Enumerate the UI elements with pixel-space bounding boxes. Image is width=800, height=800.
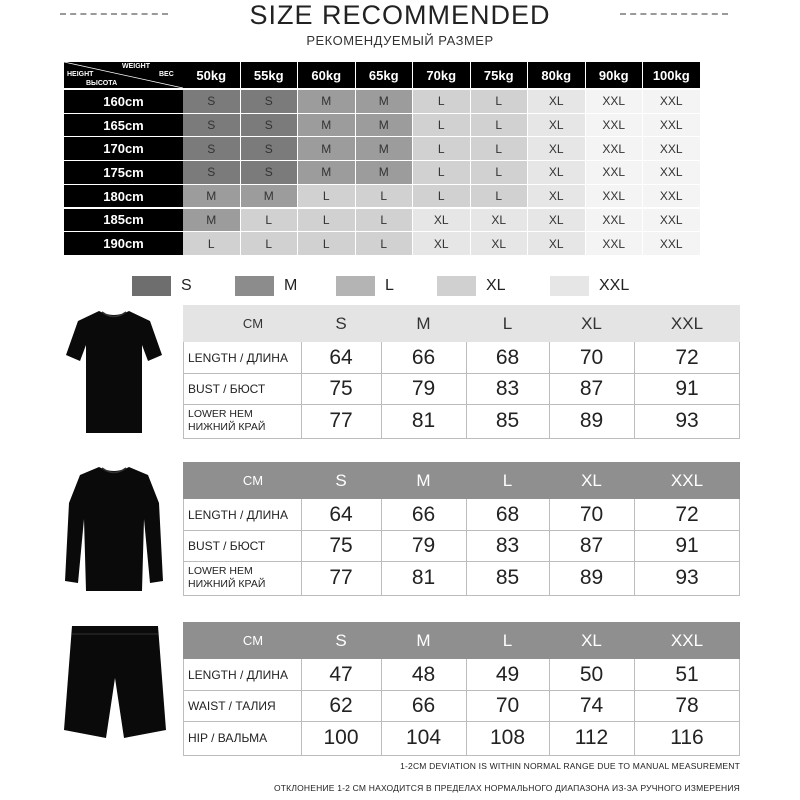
- size-cell: L: [471, 161, 528, 184]
- row-divider: [183, 438, 740, 439]
- size-cell: XXL: [586, 232, 643, 255]
- size-cell: XXL: [586, 185, 643, 208]
- size-column-header: XXL: [670, 630, 704, 650]
- measure-value: 75: [329, 533, 353, 557]
- measure-value: 116: [670, 726, 704, 749]
- measure-value: 93: [675, 566, 699, 589]
- unit-header: CM: [242, 473, 264, 488]
- size-cell: XXL: [643, 185, 700, 208]
- size-cell: XL: [413, 209, 470, 232]
- short-sleeve-shirt-icon: [64, 305, 164, 435]
- legend-swatch: [336, 276, 375, 296]
- page-title: SIZE RECOMMENDED: [249, 0, 551, 30]
- long-sleeve-shirt-icon: [64, 463, 164, 593]
- corner-weight-label: WEIGHT: [122, 63, 150, 70]
- size-column-header: S: [335, 630, 347, 650]
- measure-label: BUST / БЮСТ: [188, 381, 266, 396]
- legend-swatch: [437, 276, 476, 296]
- measure-value: 72: [675, 502, 699, 526]
- size-cell: XXL: [643, 209, 700, 232]
- measure-value: 66: [411, 502, 436, 526]
- legend-label: XXL: [599, 277, 630, 294]
- measure-label: BUST / БЮСТ: [188, 538, 266, 553]
- measure-value: 68: [495, 502, 520, 526]
- size-cell: M: [183, 185, 240, 208]
- table-right-border: [739, 499, 740, 595]
- legend-label: XL: [486, 277, 506, 294]
- measure-value: 50: [579, 662, 604, 686]
- corner-height-label: HEIGHT: [67, 71, 94, 78]
- weight-header: 70kg: [413, 62, 470, 88]
- size-cell: XL: [528, 161, 585, 184]
- table-left-border: [183, 659, 184, 755]
- column-divider: [381, 659, 382, 755]
- size-cell: XXL: [643, 90, 700, 113]
- measure-label: [188, 561, 300, 595]
- size-column-header: M: [416, 470, 431, 490]
- height-header: 190cm: [64, 232, 183, 255]
- measure-label-line1: LOWER HEM: [188, 408, 253, 420]
- weight-header: 75kg: [471, 62, 528, 88]
- measure-value: 66: [411, 345, 436, 369]
- measure-value: 75: [329, 376, 353, 400]
- weight-header: 90kg: [586, 62, 643, 88]
- size-cell: XL: [528, 185, 585, 208]
- table-right-border: [739, 659, 740, 755]
- measure-value: 70: [579, 502, 604, 526]
- size-cell: M: [356, 90, 413, 113]
- legend-swatch: [132, 276, 171, 296]
- size-cell: XXL: [643, 232, 700, 255]
- column-divider: [301, 659, 302, 755]
- measure-value: 66: [411, 693, 436, 717]
- size-column-header: XL: [581, 313, 602, 333]
- column-divider: [634, 342, 635, 438]
- size-column-header: M: [416, 630, 431, 650]
- measure-value: 91: [675, 533, 699, 557]
- column-divider: [301, 342, 302, 438]
- measure-value: 89: [579, 409, 604, 432]
- size-cell: L: [356, 209, 413, 232]
- page-subtitle: РЕКОМЕНДУЕМЫЙ РАЗМЕР: [306, 33, 494, 48]
- legend-label: L: [385, 277, 394, 294]
- measure-value: 78: [675, 693, 699, 717]
- table-left-border: [183, 499, 184, 595]
- size-column-header: XL: [581, 630, 602, 650]
- footer-note-ru: ОТКЛОНЕНИЕ 1-2 СМ НАХОДИТСЯ В ПРЕДЕЛАХ НОРМАЛЬНОГО ДИАПАЗОНА ИЗ-ЗА РУЧНОГО ИЗМЕРЕНИЯ: [273, 783, 740, 793]
- column-divider: [381, 342, 382, 438]
- measure-value: 85: [495, 566, 520, 589]
- measure-label-line1: LOWER HEM: [188, 565, 253, 577]
- measure-value: 108: [489, 726, 526, 749]
- size-cell: L: [413, 185, 470, 208]
- measure-label-line2: НИЖНИЙ КРАЙ: [188, 578, 266, 590]
- measure-value: 87: [579, 533, 604, 557]
- legend-swatch: [235, 276, 274, 296]
- table-left-border: [183, 342, 184, 438]
- height-header: 175cm: [64, 161, 183, 184]
- size-cell: XXL: [586, 137, 643, 160]
- height-header: 180cm: [64, 185, 183, 208]
- measurement-table: [183, 462, 740, 596]
- corner-height-ru-label: ВЫСОТА: [86, 80, 118, 87]
- size-column-header: L: [502, 313, 513, 333]
- size-cell: L: [413, 137, 470, 160]
- row-divider: [183, 595, 740, 596]
- measure-value: 49: [495, 662, 520, 686]
- size-cell: L: [298, 185, 355, 208]
- measure-value: 79: [411, 533, 436, 557]
- table-header-row: [183, 305, 740, 342]
- size-cell: S: [241, 137, 298, 160]
- measure-value: 112: [574, 726, 609, 749]
- unit-header: CM: [242, 316, 264, 331]
- size-cell: XXL: [586, 209, 643, 232]
- size-cell: L: [413, 90, 470, 113]
- measure-value: 77: [329, 566, 353, 589]
- size-cell: M: [298, 90, 355, 113]
- measure-value: 81: [411, 566, 436, 589]
- size-cell: XL: [528, 137, 585, 160]
- measure-value: 83: [495, 376, 520, 400]
- weight-header: 80kg: [528, 62, 585, 88]
- size-cell: XXL: [586, 161, 643, 184]
- size-cell: M: [298, 161, 355, 184]
- measure-value: 47: [329, 662, 353, 686]
- size-cell: L: [183, 232, 240, 255]
- size-cell: L: [413, 114, 470, 137]
- size-cell: L: [298, 232, 355, 255]
- size-cell: XL: [471, 232, 528, 255]
- measure-label: LENGTH / ДЛИНА: [188, 350, 288, 365]
- size-column-header: L: [502, 630, 513, 650]
- size-cell: S: [183, 114, 240, 137]
- weight-header: 65kg: [356, 62, 413, 88]
- measure-value: 48: [411, 662, 436, 686]
- measure-label: HIP / ВАЛЬМА: [188, 731, 268, 745]
- column-divider: [549, 342, 550, 438]
- measure-value: 91: [675, 376, 699, 400]
- size-cell: M: [356, 161, 413, 184]
- column-divider: [549, 499, 550, 595]
- matrix-corner-header: [64, 62, 183, 88]
- row-divider: [183, 755, 740, 756]
- footer-note-en: 1-2CM DEVIATION IS WITHIN NORMAL RANGE DUE TO MANUAL MEASUREMENT: [400, 761, 740, 771]
- size-cell: XL: [413, 232, 470, 255]
- measure-label: LENGTH / ДЛИНА: [188, 507, 288, 522]
- size-cell: L: [356, 232, 413, 255]
- size-column-header: XXL: [670, 313, 704, 333]
- size-column-header: L: [502, 470, 513, 490]
- size-cell: XXL: [643, 137, 700, 160]
- size-cell: L: [471, 114, 528, 137]
- measure-value: 72: [675, 345, 699, 369]
- size-cell: L: [471, 185, 528, 208]
- measure-value: 70: [495, 693, 520, 717]
- measure-value: 70: [579, 345, 604, 369]
- measure-label: WAIST / ТАЛИЯ: [188, 698, 276, 713]
- legend-label: S: [181, 277, 192, 294]
- column-divider: [466, 659, 467, 755]
- column-divider: [466, 499, 467, 595]
- size-cell: M: [356, 114, 413, 137]
- size-cell: XXL: [586, 90, 643, 113]
- measure-label: [188, 404, 300, 438]
- size-cell: L: [298, 209, 355, 232]
- size-cell: XL: [528, 90, 585, 113]
- measure-value: 100: [323, 726, 359, 749]
- height-header: 185cm: [64, 209, 183, 232]
- size-cell: S: [183, 137, 240, 160]
- measure-value: 74: [579, 693, 604, 717]
- size-cell: L: [241, 232, 298, 255]
- column-divider: [549, 659, 550, 755]
- table-header-row: [183, 462, 740, 499]
- size-cell: S: [183, 161, 240, 184]
- size-column-header: XXL: [670, 470, 704, 490]
- size-cell: M: [298, 114, 355, 137]
- height-header: 165cm: [64, 114, 183, 137]
- measure-value: 77: [329, 409, 353, 432]
- corner-weight-ru-label: ВЕС: [159, 71, 174, 78]
- column-divider: [381, 499, 382, 595]
- size-cell: M: [183, 209, 240, 232]
- size-cell: XXL: [586, 114, 643, 137]
- measurement-table: [183, 622, 740, 756]
- size-cell: S: [241, 114, 298, 137]
- table-right-border: [739, 342, 740, 438]
- height-header: 160cm: [64, 90, 183, 113]
- measure-value: 93: [675, 409, 699, 432]
- size-cell: XL: [528, 232, 585, 255]
- weight-header: 55kg: [241, 62, 298, 88]
- size-cell: XL: [528, 114, 585, 137]
- size-cell: XXL: [643, 161, 700, 184]
- table-header-row: [183, 622, 740, 659]
- measure-value: 51: [675, 662, 699, 686]
- column-divider: [301, 499, 302, 595]
- size-cell: XL: [471, 209, 528, 232]
- size-cell: L: [471, 137, 528, 160]
- column-divider: [634, 499, 635, 595]
- measure-label-line2: НИЖНИЙ КРАЙ: [188, 421, 266, 433]
- size-cell: M: [298, 137, 355, 160]
- size-cell: L: [471, 90, 528, 113]
- unit-header: CM: [242, 633, 264, 648]
- legend-label: M: [284, 277, 298, 294]
- measure-value: 83: [495, 533, 520, 557]
- column-divider: [634, 659, 635, 755]
- size-column-header: S: [335, 313, 347, 333]
- size-cell: M: [356, 137, 413, 160]
- size-cell: S: [183, 90, 240, 113]
- shorts-icon: [60, 618, 170, 748]
- measure-value: 64: [329, 502, 353, 526]
- size-cell: L: [413, 161, 470, 184]
- size-column-header: S: [335, 470, 347, 490]
- measure-value: 85: [495, 409, 520, 432]
- size-cell: M: [241, 185, 298, 208]
- size-cell: XL: [528, 209, 585, 232]
- size-cell: XXL: [643, 114, 700, 137]
- measure-label: LENGTH / ДЛИНА: [188, 667, 288, 682]
- size-cell: L: [356, 185, 413, 208]
- measure-value: 62: [329, 693, 353, 717]
- measure-value: 81: [411, 409, 436, 432]
- measure-value: 79: [411, 376, 436, 400]
- size-cell: S: [241, 90, 298, 113]
- height-header: 170cm: [64, 137, 183, 160]
- measurement-table: [183, 305, 740, 439]
- column-divider: [466, 342, 467, 438]
- size-cell: L: [241, 209, 298, 232]
- weight-header: 100kg: [643, 62, 700, 88]
- size-cell: S: [241, 161, 298, 184]
- size-column-header: M: [416, 313, 431, 333]
- measure-value: 89: [579, 566, 604, 589]
- measure-value: 104: [405, 726, 442, 749]
- size-column-header: XL: [581, 470, 602, 490]
- weight-header: 50kg: [183, 62, 240, 88]
- legend-swatch: [550, 276, 589, 296]
- weight-header: 60kg: [298, 62, 355, 88]
- measure-value: 87: [579, 376, 604, 400]
- measure-value: 68: [495, 345, 520, 369]
- measure-value: 64: [329, 345, 353, 369]
